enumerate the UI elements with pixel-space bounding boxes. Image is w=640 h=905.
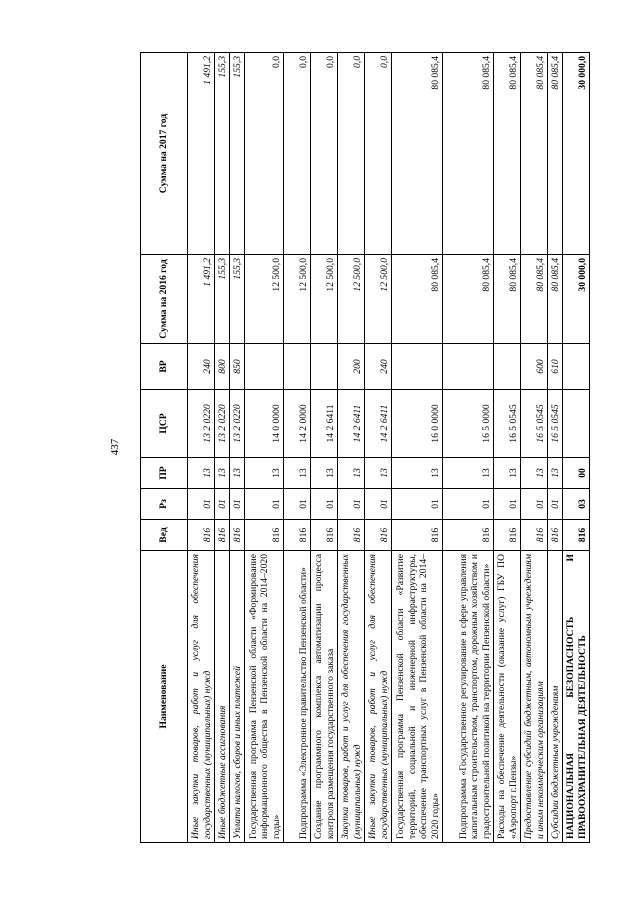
cell-name: Расходы на обеспечение деятельности (оказание услуг) ГБУ ПО «Аэропорт г.Пензы» (494, 551, 521, 843)
rotated-page-content (108, 43, 590, 851)
cell-rz: 01 (521, 489, 548, 520)
cell-sum-2016: 155,3 (230, 255, 245, 344)
cell-ved: 816 (443, 520, 494, 551)
cell-csr: 13 2 0220 (188, 390, 215, 458)
cell-ved: 816 (563, 520, 590, 551)
cell-name: Субсидии бюджетным учреждениям (548, 551, 563, 843)
cell-ved: 816 (188, 520, 215, 551)
table-row (338, 53, 365, 843)
cell-sum-2016: 12 500,0 (245, 255, 284, 344)
cell-ved: 816 (392, 520, 443, 551)
cell-rz: 03 (563, 489, 590, 520)
cell-sum-2016: 12 500,0 (311, 255, 338, 344)
cell-pr: 13 (548, 458, 563, 489)
header-rz: Рз (141, 489, 188, 520)
cell-csr: 16 0 0000 (392, 390, 443, 458)
table-row (188, 53, 215, 843)
cell-sum-2016: 155,3 (215, 255, 230, 344)
cell-vr (284, 344, 311, 390)
cell-sum-2017: 80 085,4 (392, 53, 443, 255)
cell-pr: 13 (284, 458, 311, 489)
cell-name: Уплата налогов, сборов и иных платежей (230, 551, 245, 843)
cell-sum-2016: 12 500,0 (284, 255, 311, 344)
header-sum-2017: Сумма на 2017 год (141, 53, 188, 255)
table-row (494, 53, 521, 843)
cell-ved: 816 (311, 520, 338, 551)
cell-ved: 816 (230, 520, 245, 551)
table-row (284, 53, 311, 843)
cell-csr: 14 2 6411 (311, 390, 338, 458)
cell-ved: 816 (215, 520, 230, 551)
cell-name: Предоставление субсидий бюджетным, автономным учреждениям и иным некоммерческим организациям (521, 551, 548, 843)
cell-sum-2016: 12 500,0 (338, 255, 365, 344)
table-row (521, 53, 548, 843)
cell-name: НАЦИОНАЛЬНАЯ БЕЗОПАСНОСТЬ И ПРАВООХРАНИТЕЛЬНАЯ ДЕЯТЕЛЬНОСТЬ (563, 551, 590, 843)
budget-table (140, 52, 590, 843)
cell-sum-2016: 80 085,4 (548, 255, 563, 344)
cell-sum-2017: 0,0 (245, 53, 284, 255)
cell-rz: 01 (365, 489, 392, 520)
cell-vr: 600 (521, 344, 548, 390)
cell-vr: 850 (230, 344, 245, 390)
table-row (230, 53, 245, 843)
cell-csr: 16 5 0545 (494, 390, 521, 458)
cell-rz: 01 (392, 489, 443, 520)
cell-sum-2017: 80 085,4 (548, 53, 563, 255)
cell-csr: 16 5 0000 (443, 390, 494, 458)
table-row (245, 53, 284, 843)
table-row (311, 53, 338, 843)
cell-csr: 13 2 0220 (230, 390, 245, 458)
cell-ved: 816 (245, 520, 284, 551)
cell-rz: 01 (230, 489, 245, 520)
cell-rz: 01 (548, 489, 563, 520)
cell-vr (245, 344, 284, 390)
cell-vr (443, 344, 494, 390)
cell-vr (392, 344, 443, 390)
cell-sum-2017: 155,3 (215, 53, 230, 255)
cell-sum-2017: 80 085,4 (443, 53, 494, 255)
cell-sum-2016: 80 085,4 (494, 255, 521, 344)
cell-sum-2017: 155,3 (230, 53, 245, 255)
cell-sum-2017: 1 491,2 (188, 53, 215, 255)
cell-csr: 16 5 0545 (548, 390, 563, 458)
cell-rz: 01 (311, 489, 338, 520)
header-name: Наименование (141, 551, 188, 843)
cell-sum-2017: 0,0 (338, 53, 365, 255)
cell-csr: 14 2 6411 (338, 390, 365, 458)
cell-sum-2017: 0,0 (311, 53, 338, 255)
cell-sum-2016: 12 500,0 (365, 255, 392, 344)
header-ved: Вед (141, 520, 188, 551)
cell-sum-2017: 80 085,4 (494, 53, 521, 255)
cell-rz: 01 (338, 489, 365, 520)
table-row (548, 53, 563, 843)
cell-pr: 13 (494, 458, 521, 489)
cell-rz: 01 (443, 489, 494, 520)
cell-csr: 13 2 0220 (215, 390, 230, 458)
cell-csr: 14 2 6411 (365, 390, 392, 458)
cell-csr: 16 5 0545 (521, 390, 548, 458)
cell-name: Подпрограмма «Электронное правительство Пензенской области» (284, 551, 311, 843)
cell-vr: 610 (548, 344, 563, 390)
cell-vr: 200 (338, 344, 365, 390)
table-row (443, 53, 494, 843)
table-row (215, 53, 230, 843)
cell-name: Иные бюджетные ассигнования (215, 551, 230, 843)
page-number: 437 (109, 438, 121, 456)
cell-pr: 13 (230, 458, 245, 489)
cell-sum-2017: 0,0 (284, 53, 311, 255)
cell-rz: 01 (494, 489, 521, 520)
cell-ved: 816 (338, 520, 365, 551)
cell-vr (563, 344, 590, 390)
table-row (392, 53, 443, 843)
cell-csr: 14 0 0000 (245, 390, 284, 458)
cell-vr: 240 (188, 344, 215, 390)
cell-pr: 13 (215, 458, 230, 489)
cell-sum-2016: 80 085,4 (443, 255, 494, 344)
cell-vr: 800 (215, 344, 230, 390)
cell-rz: 01 (245, 489, 284, 520)
cell-rz: 01 (188, 489, 215, 520)
cell-vr (311, 344, 338, 390)
cell-pr: 13 (443, 458, 494, 489)
cell-name: Государственная программа Пензенской области «Развитие территорий, социальной и инженерной инфраструктуры, обеспечение транспортных услуг в Пензенской области на 2014–2020 годы» (392, 551, 443, 843)
header-csr: ЦСР (141, 390, 188, 458)
cell-name: Подпрограмма «Государственное регулирование в сфере управления капитальным строительством, транспортом, дорожным хозяйством и градостроительной политикой на территории Пензенской области» (443, 551, 494, 843)
cell-sum-2016: 1 491,2 (188, 255, 215, 344)
header-sum-2016: Сумма на 2016 год (141, 255, 188, 344)
cell-pr: 13 (521, 458, 548, 489)
table-row (563, 53, 590, 843)
cell-ved: 816 (548, 520, 563, 551)
header-pr: ПР (141, 458, 188, 489)
cell-vr (494, 344, 521, 390)
cell-pr: 00 (563, 458, 590, 489)
cell-sum-2017: 80 085,4 (521, 53, 548, 255)
cell-sum-2016: 80 085,4 (521, 255, 548, 344)
header-vr: ВР (141, 344, 188, 390)
cell-ved: 816 (284, 520, 311, 551)
cell-csr: 14 2 0000 (284, 390, 311, 458)
table-header-row (141, 53, 188, 843)
cell-pr: 13 (392, 458, 443, 489)
cell-name: Иные закупки товаров, работ и услуг для обеспечения государственных (муниципальных) нужд (188, 551, 215, 843)
cell-pr: 13 (188, 458, 215, 489)
cell-rz: 01 (284, 489, 311, 520)
cell-sum-2017: 0,0 (365, 53, 392, 255)
cell-sum-2017: 30 000,0 (563, 53, 590, 255)
cell-csr (563, 390, 590, 458)
cell-name: Иные закупки товаров, работ и услуг для обеспечения государственных (муниципальных) нужд (365, 551, 392, 843)
cell-pr: 13 (245, 458, 284, 489)
cell-pr: 13 (311, 458, 338, 489)
cell-sum-2016: 30 000,0 (563, 255, 590, 344)
cell-pr: 13 (338, 458, 365, 489)
cell-ved: 816 (494, 520, 521, 551)
cell-name: Закупка товаров, работ и услуг для обеспечения государственных (муниципальных) нужд (338, 551, 365, 843)
table-row (365, 53, 392, 843)
cell-ved: 816 (365, 520, 392, 551)
cell-pr: 13 (365, 458, 392, 489)
cell-name: Создание программного комплекса автоматизации процесса контроля размещения государственного заказа (311, 551, 338, 843)
cell-vr: 240 (365, 344, 392, 390)
cell-sum-2016: 80 085,4 (392, 255, 443, 344)
cell-ved: 816 (521, 520, 548, 551)
cell-rz: 01 (215, 489, 230, 520)
cell-name: Государственная программа Пензенской области «Формирование информационного общества в Пензенской области на 2014–2020 годы» (245, 551, 284, 843)
